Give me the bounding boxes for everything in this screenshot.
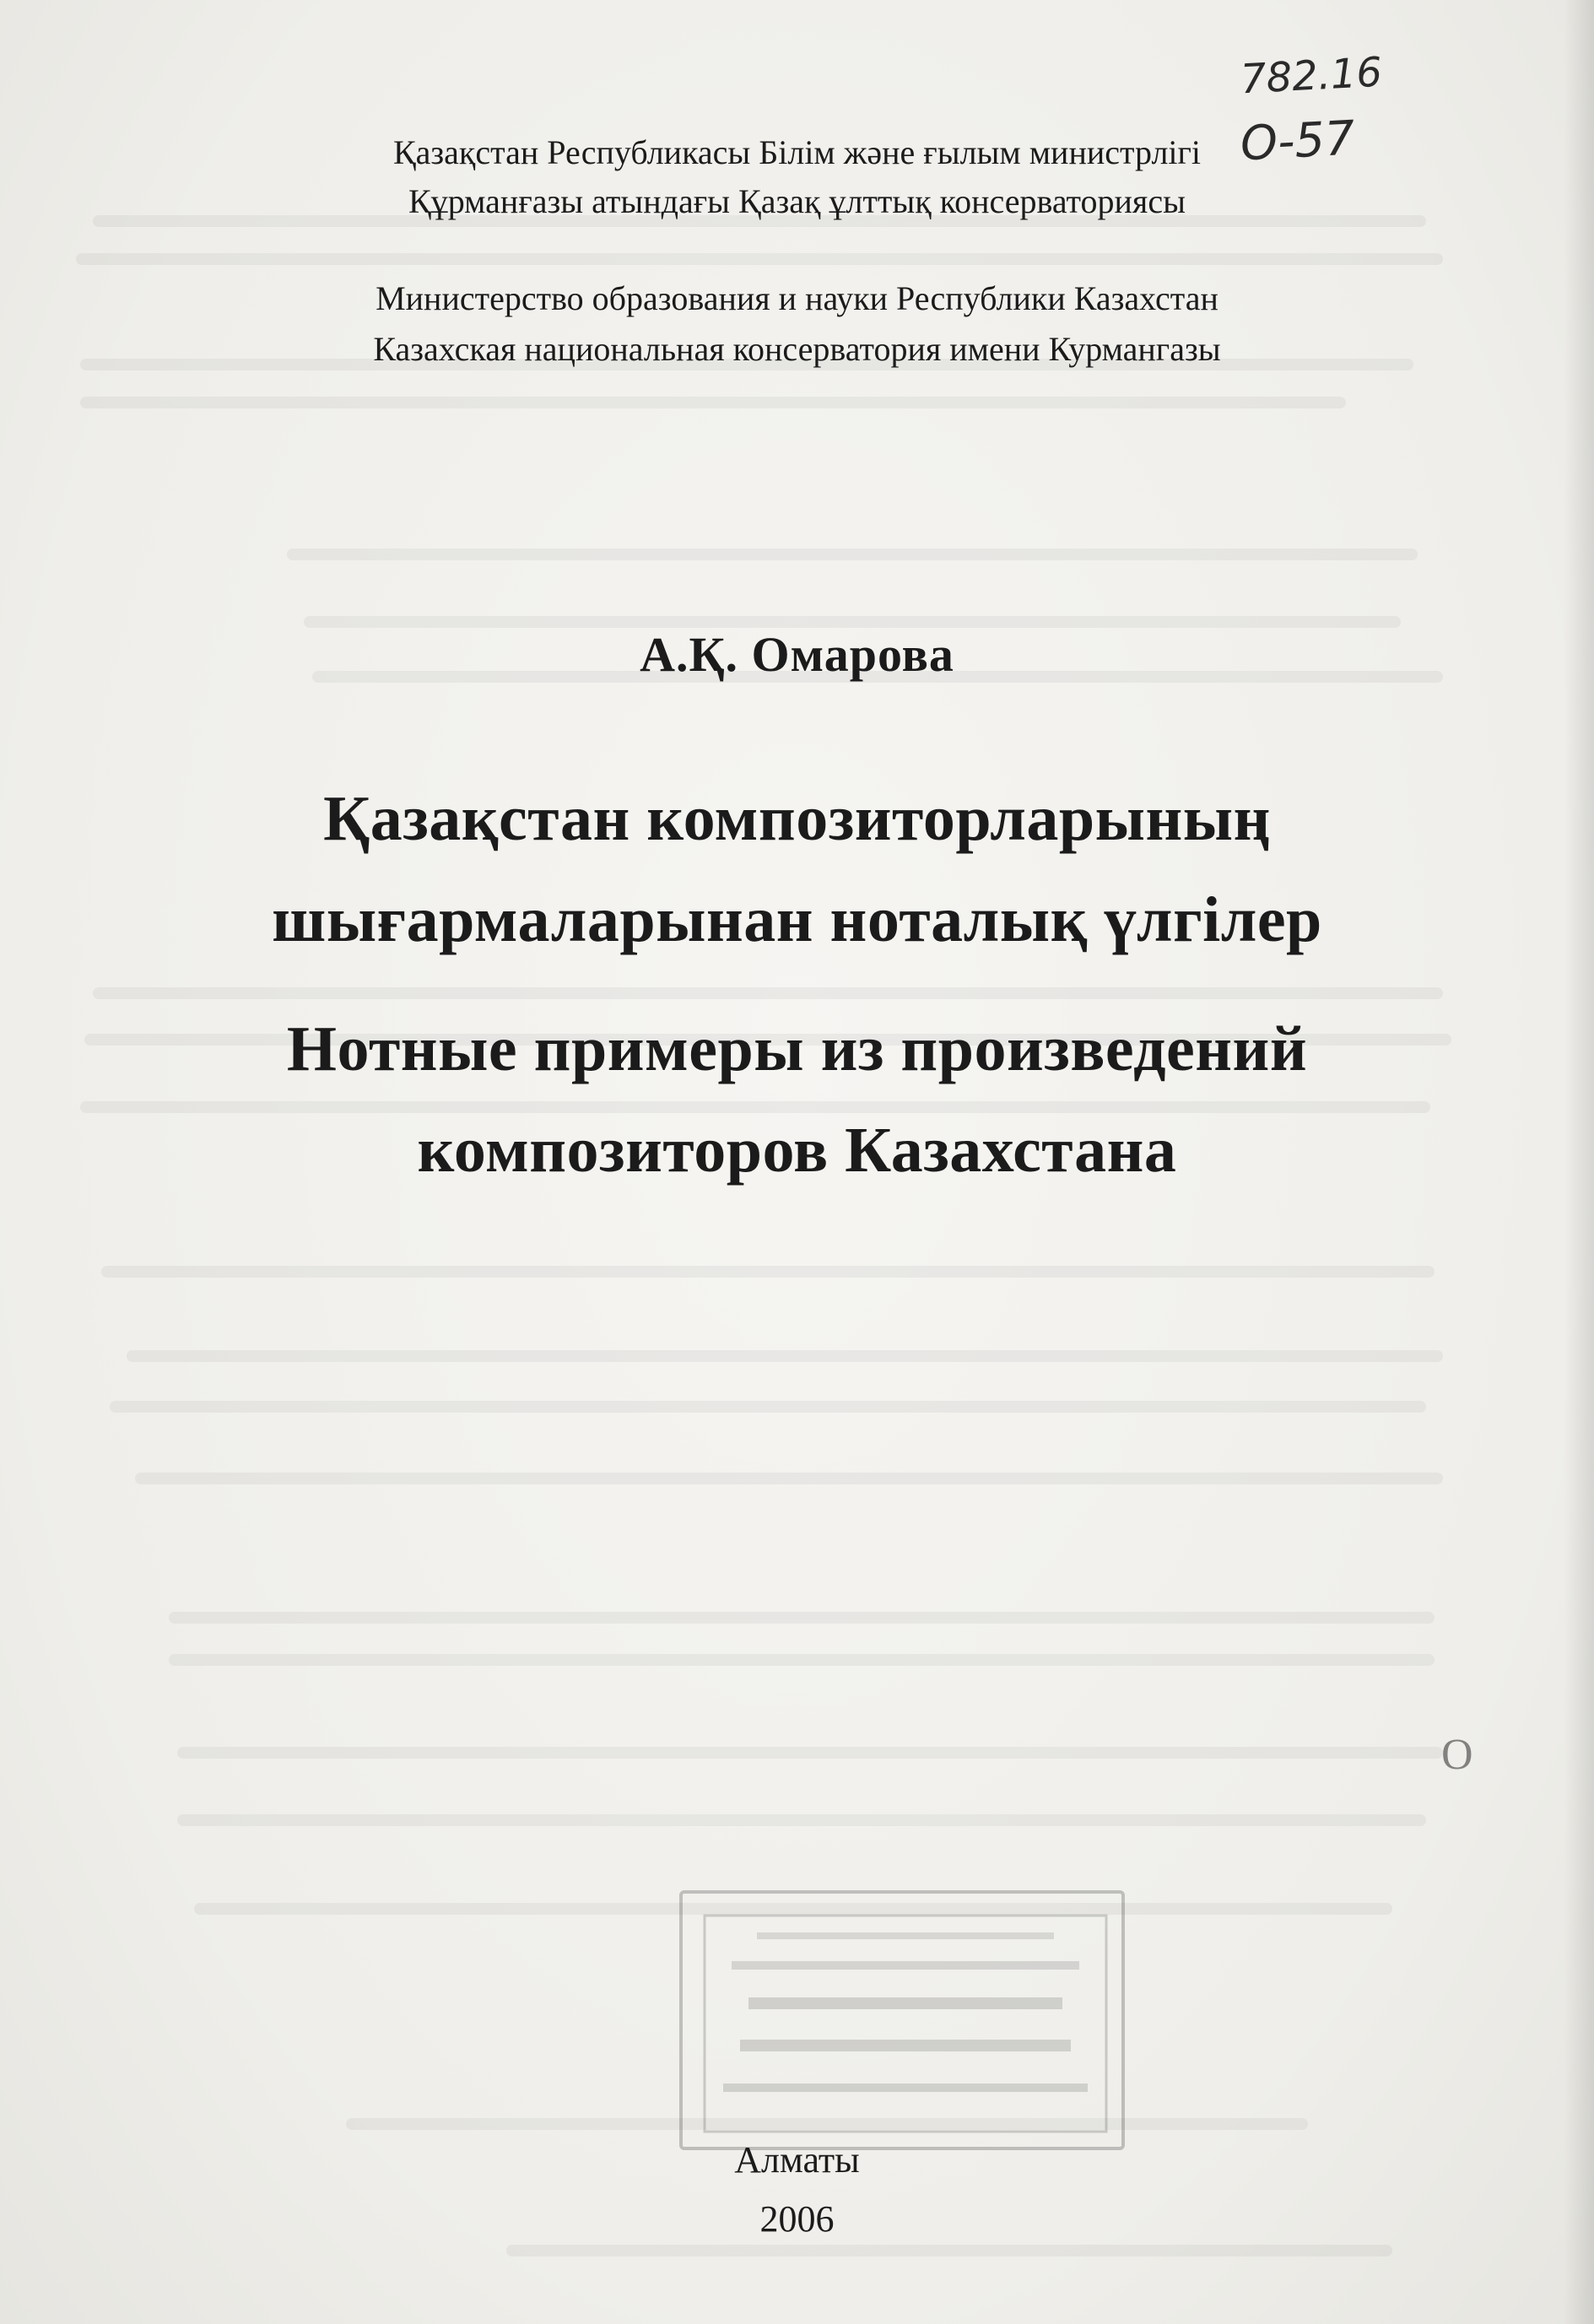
handwritten-call-number: О-57: [1239, 111, 1357, 172]
imprint-city: Алматы: [734, 2139, 860, 2181]
library-stamp-graphic: [689, 1900, 1121, 2147]
author-name: А.Қ. Омарова: [640, 627, 954, 682]
imprint-year: 2006: [759, 2198, 835, 2240]
title-russian-line-2: композиторов Казахстана: [417, 1115, 1177, 1186]
handwritten-shelf-code: 782.16: [1239, 48, 1384, 104]
rus-ministry-heading: Министерство образования и науки Республики Казахстан: [376, 279, 1218, 317]
margin-mark: O: [1441, 1731, 1473, 1779]
title-kazakh-line-1: Қазақстан композиторларының: [323, 783, 1271, 854]
kaz-conservatory-heading: Құрманғазы атындағы Қазақ ұлттық консерваториясы: [408, 182, 1186, 220]
title-kazakh-line-2: шығармаларынан нотaлық үлгілер: [272, 884, 1322, 955]
kaz-ministry-heading: Қазақстан Республикасы Білім және ғылым министрлігі: [392, 133, 1202, 171]
rus-conservatory-heading: Казахская национальная консерватория имени Курмангазы: [373, 330, 1221, 368]
page-edge-shadow: [1564, 0, 1594, 2324]
title-russian-line-1: Нотные примеры из произведений: [286, 1013, 1308, 1084]
library-stamp: [679, 1890, 1125, 2150]
